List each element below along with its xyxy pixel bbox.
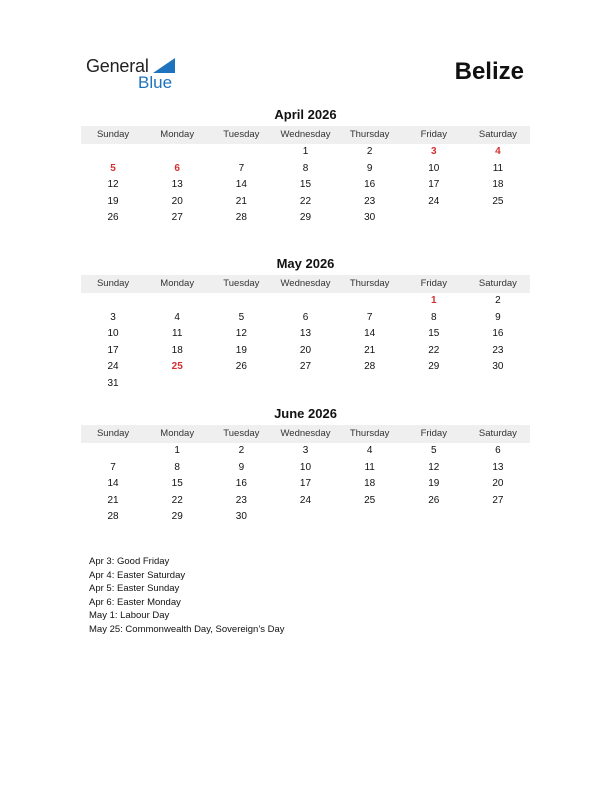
day-cell: 1 — [174, 445, 180, 456]
weekday-label: Sunday — [96, 428, 130, 439]
day-cell: 20 — [171, 195, 183, 207]
day-cell — [338, 376, 402, 393]
day-cell: 15 — [171, 478, 183, 490]
holiday-item: May 1: Labour Day — [89, 610, 170, 622]
day-cell: 23 — [235, 494, 247, 506]
holiday-day-cell: 1 — [430, 295, 437, 306]
holiday-item: Apr 3: Good Friday — [89, 556, 170, 567]
day-cell: 29 — [428, 361, 440, 373]
day-cell — [209, 144, 273, 161]
day-cell: 30 — [364, 212, 376, 224]
weekday-label: Monday — [160, 428, 195, 439]
logo-blue-text: Blue — [138, 73, 173, 92]
day-cell: 17 — [107, 344, 119, 356]
day-cell: 30 — [492, 361, 504, 373]
week-row — [81, 144, 530, 161]
day-cell: 11 — [364, 461, 375, 473]
weekday-header — [81, 425, 530, 443]
day-cell: 8 — [430, 311, 437, 323]
day-cell: 17 — [299, 478, 312, 490]
holiday-item: Apr 5: Easter Sunday — [89, 583, 180, 595]
month-calendar — [81, 107, 530, 227]
holiday-item: Apr 6: Easter Monday — [89, 596, 181, 608]
day-cell: 9 — [238, 461, 245, 473]
weekday-label: Tuesday — [223, 278, 260, 289]
holiday-list — [89, 555, 285, 637]
day-cell: 24 — [299, 494, 312, 506]
weekday-label: Sunday — [96, 129, 130, 140]
day-cell: 15 — [428, 328, 440, 340]
day-cell: 26 — [235, 361, 247, 373]
day-cell — [209, 376, 273, 393]
day-cell — [81, 293, 145, 310]
day-cell — [402, 376, 466, 393]
day-cell: 14 — [235, 179, 247, 191]
day-cell: 11 — [172, 328, 183, 340]
day-cell: 2 — [495, 295, 501, 306]
day-cell: 26 — [428, 494, 440, 506]
day-cell: 15 — [299, 179, 312, 191]
logo-general-text: General — [86, 56, 149, 76]
week-row — [81, 493, 530, 510]
day-cell: 26 — [107, 212, 119, 224]
day-cell: 10 — [299, 461, 312, 473]
day-cell: 23 — [492, 344, 504, 356]
day-cell: 8 — [174, 461, 180, 473]
week-row — [81, 509, 530, 526]
day-cell: 5 — [430, 445, 437, 456]
weekday-label: Tuesday — [223, 428, 260, 439]
day-cell: 3 — [302, 445, 309, 456]
day-cell: 2 — [238, 445, 245, 456]
day-cell: 19 — [235, 344, 247, 356]
day-cell: 20 — [299, 344, 312, 356]
day-cell: 28 — [364, 361, 376, 373]
weekday-label: Monday — [160, 278, 195, 289]
day-cell: 12 — [428, 461, 440, 473]
day-cell: 21 — [235, 195, 247, 207]
month-title: June 2026 — [274, 406, 337, 421]
day-cell — [209, 293, 273, 310]
holiday-day-cell: 4 — [495, 146, 501, 157]
day-cell: 24 — [428, 195, 440, 207]
weekday-label: Monday — [160, 129, 195, 140]
day-cell: 7 — [238, 162, 245, 174]
week-row — [81, 376, 530, 393]
day-cell: 27 — [299, 361, 312, 373]
day-cell — [466, 210, 530, 227]
holiday-day-cell: 5 — [110, 162, 116, 174]
day-cell — [466, 376, 530, 393]
day-cell: 25 — [492, 195, 504, 207]
weekday-label: Saturday — [478, 428, 517, 439]
day-cell: 7 — [110, 461, 116, 473]
week-row — [81, 460, 530, 477]
week-row — [81, 310, 530, 327]
week-row — [81, 161, 530, 178]
weekday-label: Saturday — [478, 278, 517, 289]
day-cell: 29 — [299, 212, 312, 224]
weekday-label: Saturday — [478, 129, 517, 140]
day-cell: 9 — [366, 162, 373, 174]
day-cell: 2 — [366, 146, 373, 157]
day-cell — [273, 376, 337, 393]
weekday-label: Friday — [420, 428, 447, 439]
holiday-item: Apr 4: Easter Saturday — [89, 569, 186, 581]
day-cell — [402, 509, 466, 526]
week-row — [81, 343, 530, 360]
day-cell: 22 — [171, 494, 183, 506]
weekday-label: Sunday — [96, 278, 130, 289]
day-cell: 12 — [107, 179, 119, 191]
week-row — [81, 293, 530, 310]
day-cell — [273, 293, 337, 310]
day-cell: 11 — [492, 162, 504, 174]
weekday-label: Wednesday — [280, 278, 331, 289]
day-cell: 12 — [235, 328, 247, 340]
day-cell: 29 — [171, 511, 183, 523]
day-cell: 13 — [171, 179, 183, 191]
day-cell: 7 — [366, 311, 373, 323]
week-row — [81, 476, 530, 493]
weekday-label: Thursday — [349, 129, 390, 140]
day-cell — [338, 293, 402, 310]
day-cell: 28 — [107, 511, 119, 523]
day-cell: 6 — [302, 311, 309, 323]
month-title: April 2026 — [274, 107, 337, 122]
week-row — [81, 177, 530, 194]
day-cell — [145, 293, 209, 310]
day-cell: 8 — [302, 162, 309, 174]
day-cell: 27 — [492, 494, 504, 506]
day-cell: 17 — [428, 179, 440, 191]
day-cell: 22 — [299, 195, 312, 207]
day-cell: 9 — [495, 311, 501, 323]
day-cell: 27 — [171, 212, 183, 224]
day-cell: 28 — [235, 212, 247, 224]
day-cell: 13 — [299, 328, 312, 340]
month-calendar — [81, 256, 530, 393]
day-cell: 30 — [235, 511, 247, 523]
day-cell: 21 — [107, 494, 119, 506]
day-cell: 14 — [107, 478, 119, 490]
weekday-header — [81, 126, 530, 144]
month-title: May 2026 — [276, 256, 335, 271]
day-cell: 24 — [107, 361, 119, 373]
day-cell — [145, 376, 209, 393]
day-cell: 10 — [107, 328, 119, 340]
weekday-label: Tuesday — [223, 129, 260, 140]
day-cell: 19 — [107, 195, 119, 207]
day-cell — [145, 144, 209, 161]
day-cell: 5 — [238, 311, 245, 323]
week-row — [81, 443, 530, 460]
day-cell: 4 — [366, 445, 373, 456]
holiday-item: May 25: Commonwealth Day, Sovereign’s Day — [89, 623, 285, 635]
day-cell: 6 — [495, 445, 501, 456]
day-cell: 23 — [364, 195, 376, 207]
day-cell: 16 — [235, 478, 247, 490]
day-cell — [273, 509, 337, 526]
weekday-header — [81, 275, 530, 293]
weekday-label: Thursday — [349, 428, 390, 439]
month-calendar — [81, 406, 530, 526]
day-cell — [402, 210, 466, 227]
day-cell: 16 — [492, 328, 504, 340]
weekday-label: Wednesday — [280, 428, 331, 439]
day-cell: 31 — [107, 377, 119, 389]
country-title: Belize — [454, 58, 524, 85]
weekday-label: Friday — [420, 129, 447, 140]
brand-logo — [86, 56, 186, 92]
weekday-label: Friday — [420, 278, 447, 289]
day-cell: 4 — [174, 311, 180, 323]
holiday-day-cell: 3 — [430, 146, 437, 157]
day-cell: 22 — [428, 344, 440, 356]
holiday-day-cell: 6 — [174, 162, 180, 174]
day-cell: 13 — [492, 461, 504, 473]
day-cell — [81, 443, 145, 460]
week-row — [81, 210, 530, 227]
logo-triangle-icon — [153, 58, 175, 73]
day-cell: 18 — [492, 179, 504, 191]
day-cell: 20 — [492, 478, 504, 490]
day-cell: 18 — [364, 478, 376, 490]
day-cell: 16 — [364, 179, 376, 191]
day-cell — [338, 509, 402, 526]
day-cell — [466, 509, 530, 526]
week-row — [81, 194, 530, 211]
holiday-day-cell: 25 — [171, 361, 183, 373]
weekday-label: Thursday — [349, 278, 390, 289]
day-cell: 19 — [428, 478, 440, 490]
day-cell: 21 — [364, 344, 376, 356]
day-cell: 18 — [171, 344, 183, 356]
day-cell: 14 — [364, 328, 376, 340]
week-row — [81, 359, 530, 376]
day-cell: 10 — [428, 162, 440, 174]
weekday-label: Wednesday — [280, 129, 331, 140]
day-cell: 25 — [364, 494, 376, 506]
week-row — [81, 326, 530, 343]
day-cell: 1 — [302, 146, 309, 157]
day-cell: 3 — [110, 311, 116, 323]
day-cell — [81, 144, 145, 161]
